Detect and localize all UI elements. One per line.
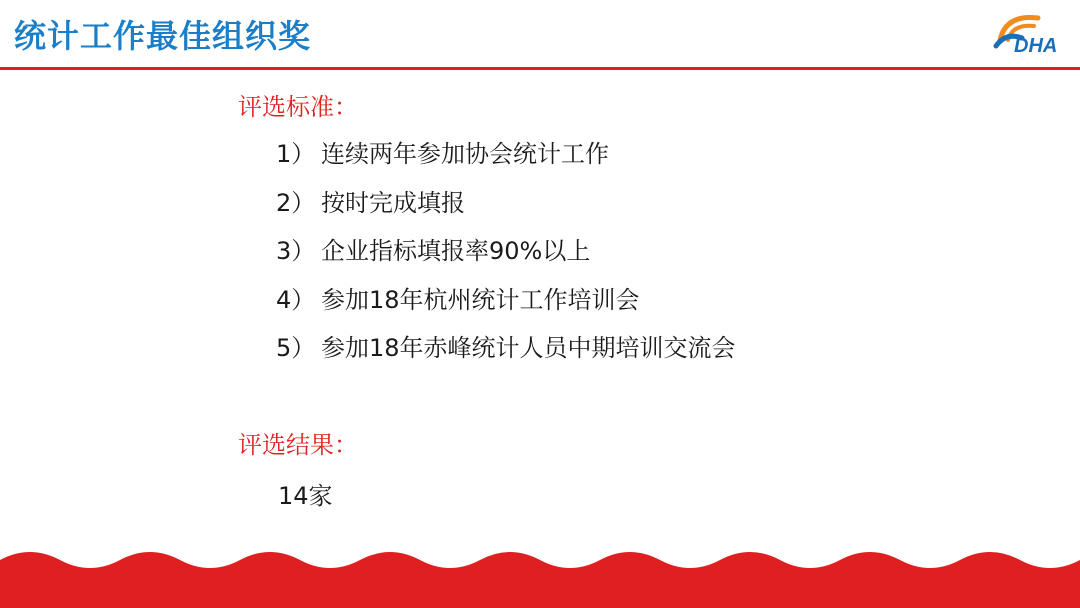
- wave-shape: [0, 552, 1080, 608]
- logo-text: DHA: [1014, 35, 1058, 57]
- result-heading: 评选结果：: [238, 431, 358, 459]
- result-value: 14家: [278, 482, 333, 510]
- criteria-list: [276, 138, 736, 381]
- criteria-item-text: 参加18年杭州统计工作培训会: [321, 285, 640, 314]
- dha-logo: [992, 10, 1072, 58]
- criteria-item-number: 3）: [276, 237, 316, 265]
- criteria-item-text: 按时完成填报: [321, 188, 465, 217]
- criteria-item: [276, 138, 736, 187]
- criteria-item-text: 企业指标填报率90%以上: [321, 237, 591, 265]
- header-divider: [0, 67, 1080, 70]
- criteria-item: [276, 284, 736, 333]
- criteria-item: [276, 332, 736, 381]
- criteria-item-number: 1）: [276, 140, 316, 168]
- criteria-item-text: 连续两年参加协会统计工作: [321, 140, 609, 168]
- slide-title: 统计工作最佳组织奖: [14, 17, 312, 55]
- bottom-wave-decoration: [0, 540, 1080, 608]
- criteria-item-number: 5）: [276, 334, 316, 362]
- criteria-heading: 评选标准：: [238, 93, 358, 121]
- criteria-item-number: 4）: [276, 285, 316, 314]
- criteria-item-number: 2）: [276, 188, 316, 217]
- criteria-item-text: 参加18年赤峰统计人员中期培训交流会: [321, 334, 736, 362]
- criteria-item: [276, 235, 736, 284]
- criteria-item: [276, 187, 736, 236]
